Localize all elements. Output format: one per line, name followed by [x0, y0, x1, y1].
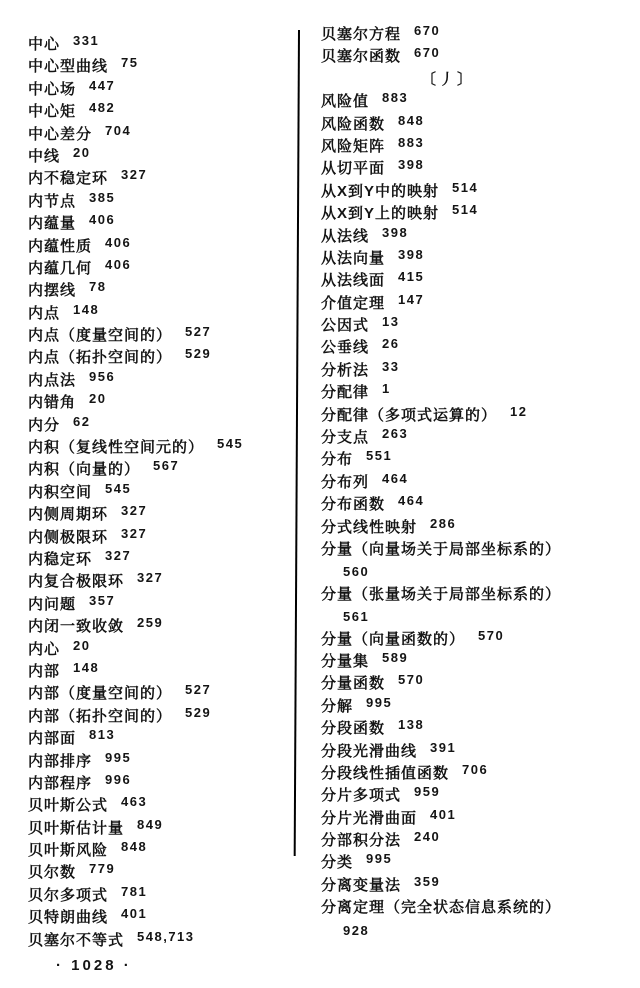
page-number: 331: [73, 33, 100, 48]
page-number: 589: [382, 649, 409, 665]
index-term: 中心场: [28, 80, 77, 98]
index-entry: [321, 517, 631, 539]
index-entry: [28, 191, 298, 213]
index-entry: [28, 706, 298, 728]
index-term: 贝塞尔不等式: [28, 931, 125, 949]
index-term: 分配律（多项式运算的）: [321, 406, 498, 424]
page-number: 849: [137, 816, 164, 832]
index-entry: [321, 427, 631, 449]
index-entry: [321, 472, 631, 494]
index-column-left: [28, 34, 298, 952]
index-term: 贝尔数: [28, 864, 77, 882]
index-term: 贝叶斯风险: [28, 842, 109, 860]
index-term: 内点（拓扑空间的）: [28, 349, 173, 367]
index-term: 内心: [28, 640, 61, 658]
index-term: 分段函数: [321, 720, 386, 738]
index-entry: [321, 114, 631, 136]
page-number: 327: [121, 525, 148, 541]
index-entry: [28, 818, 298, 840]
index-term: 内部（拓扑空间的）: [28, 707, 173, 725]
index-entry: [321, 315, 631, 337]
page-number: 996: [105, 771, 132, 787]
page-number: 62: [73, 413, 91, 429]
index-entry: [321, 494, 631, 516]
page-number: 20: [73, 637, 91, 653]
page-number: 570: [478, 627, 505, 643]
index-term: 内问题: [28, 595, 77, 613]
index-entry: [321, 248, 631, 270]
index-term: 中心矩: [28, 103, 77, 121]
page-number: 240: [414, 829, 441, 845]
index-term: 内侧周期环: [28, 506, 109, 524]
index-entry: [28, 236, 298, 258]
index-term: 内点: [28, 304, 61, 322]
index-entry: [28, 280, 298, 302]
index-entry: [321, 785, 631, 807]
page-number: 545: [217, 436, 244, 452]
index-entry: [28, 527, 298, 549]
page-number: 398: [398, 157, 425, 173]
index-term: 分离变量法: [321, 876, 402, 894]
index-entry: [28, 124, 298, 146]
index-entry: [321, 897, 631, 942]
index-term: 内部程序: [28, 774, 93, 792]
index-term: 贝叶斯估计量: [28, 819, 125, 837]
index-term: 分量（向量场关于局部坐标系的）: [321, 540, 562, 558]
index-term: 贝塞尔函数: [321, 48, 402, 66]
index-entry: [28, 34, 298, 56]
page-number: 26: [382, 336, 400, 352]
page-number: 527: [185, 324, 212, 340]
page-number: 20: [89, 391, 107, 407]
index-term: 分部积分法: [321, 832, 402, 850]
index-entry: [321, 763, 631, 785]
page-number: 995: [105, 749, 132, 765]
page-number: 560: [343, 564, 370, 580]
page-number: 545: [105, 480, 132, 496]
index-entry: [28, 370, 298, 392]
page-number: 670: [414, 45, 441, 61]
index-entry: [321, 718, 631, 740]
index-term: 风险值: [321, 93, 370, 111]
index-entry: [28, 683, 298, 705]
page-number: 529: [185, 346, 212, 362]
page-number: 148: [73, 301, 100, 317]
index-entry: [28, 661, 298, 683]
index-term: 内不稳定环: [28, 170, 109, 188]
page-number: 286: [430, 515, 457, 531]
page-number: 33: [382, 358, 400, 374]
index-entry: [28, 56, 298, 78]
index-entry: [28, 549, 298, 571]
page-number: 406: [105, 256, 132, 272]
index-entry: [28, 258, 298, 280]
index-term: 内蕴性质: [28, 237, 93, 255]
index-term: 内蕴量: [28, 215, 77, 233]
index-entry: [28, 616, 298, 638]
page-number: 514: [452, 179, 479, 195]
index-term: 分解: [321, 697, 354, 715]
index-entry: [28, 392, 298, 414]
index-entry: [321, 696, 631, 718]
index-entry: [28, 773, 298, 795]
index-entry: [321, 584, 631, 629]
page-number: 259: [137, 615, 164, 631]
page-number: 138: [398, 717, 425, 733]
index-entry: [321, 405, 631, 427]
page-number: 406: [89, 212, 116, 228]
index-entry: [321, 158, 631, 180]
index-term: 从X到Y上的映射: [321, 205, 440, 223]
index-term: 中心型曲线: [28, 58, 109, 76]
page-number: 327: [105, 547, 132, 563]
index-term: 分配律: [321, 384, 370, 402]
page-number: 813: [89, 727, 116, 743]
index-entry: [28, 437, 298, 459]
index-term: 从法线面: [321, 272, 386, 290]
index-entry: [28, 303, 298, 325]
page-number: 995: [366, 694, 393, 710]
page-number: 570: [398, 672, 425, 688]
index-entry: [28, 213, 298, 235]
index-term: 内积（向量的）: [28, 461, 141, 479]
index-term: 贝特朗曲线: [28, 909, 109, 927]
page-number: 401: [121, 906, 148, 922]
page-number: 327: [121, 167, 148, 183]
index-column-right: [321, 24, 631, 942]
page-number-footer: · 1028 ·: [56, 957, 132, 974]
index-entry: [28, 168, 298, 190]
page-number: 779: [89, 861, 116, 877]
index-entry: [28, 930, 298, 952]
page-number: 928: [343, 922, 370, 938]
page-number: 447: [89, 77, 116, 93]
page-number: 848: [121, 839, 148, 855]
page-number: 148: [73, 659, 100, 675]
index-entry: [28, 840, 298, 862]
index-term: 中线: [28, 147, 61, 165]
index-term: 分析法: [321, 361, 370, 379]
index-term: 分片光滑曲面: [321, 809, 418, 827]
page-number: 464: [382, 470, 409, 486]
page-number: 357: [89, 592, 116, 608]
index-term: 分布: [321, 451, 354, 469]
index-term: 内侧极限环: [28, 528, 109, 546]
page-number: 263: [382, 426, 409, 442]
index-term: 分类: [321, 854, 354, 872]
index-entry: [321, 808, 631, 830]
index-entry: [321, 539, 631, 584]
index-entry: [28, 347, 298, 369]
index-term: 从法向量: [321, 249, 386, 267]
radical-section-header: 〔丿〕: [421, 70, 476, 88]
index-term: 内部排序: [28, 752, 93, 770]
index-entry: [321, 875, 631, 897]
page-number: 883: [382, 90, 409, 106]
index-term: 风险矩阵: [321, 137, 386, 155]
page-number: 75: [121, 55, 139, 71]
page-number: 883: [398, 134, 425, 150]
page-number: 551: [366, 448, 393, 464]
index-term: 分量（向量函数的）: [321, 630, 466, 648]
index-entry: [321, 629, 631, 651]
index-term: 内摆线: [28, 282, 77, 300]
index-term: 内蕴几何: [28, 259, 93, 277]
index-term: 中心: [28, 36, 61, 53]
index-entry: [28, 415, 298, 437]
index-term: 中心差分: [28, 125, 93, 143]
index-entry: [28, 482, 298, 504]
index-entry: [28, 907, 298, 929]
index-term: 内部: [28, 662, 61, 680]
page-number: 670: [414, 23, 441, 38]
page-number: 391: [430, 739, 457, 755]
index-term: 贝叶斯公式: [28, 797, 109, 815]
index-entry: [28, 571, 298, 593]
index-term: 分片多项式: [321, 787, 402, 805]
index-term: 内积空间: [28, 483, 93, 501]
index-entry: [321, 91, 631, 113]
index-term: 分支点: [321, 429, 370, 447]
page-number: 12: [510, 403, 528, 419]
index-term: 内部面: [28, 730, 77, 748]
page-number: 848: [398, 112, 425, 128]
index-term: 内点（度量空间的）: [28, 327, 173, 345]
index-entry: [28, 325, 298, 347]
index-term: 从切平面: [321, 160, 386, 178]
page-number: 78: [89, 279, 107, 295]
page-number: 147: [398, 291, 425, 307]
index-term: 介值定理: [321, 294, 386, 312]
page-number: 959: [414, 784, 441, 800]
index-term: 公垂线: [321, 339, 370, 357]
index-entry: [28, 146, 298, 168]
index-term: 贝尔多项式: [28, 886, 109, 904]
page-number: 464: [398, 493, 425, 509]
page-number: 482: [89, 100, 116, 116]
index-entry: [321, 673, 631, 695]
index-entry: [321, 226, 631, 248]
index-term: 内点法: [28, 371, 77, 389]
index-entry: [28, 79, 298, 101]
page-number: 956: [89, 368, 116, 384]
index-term: 分离定理（完全状态信息系统的）: [321, 899, 562, 917]
index-term: 风险函数: [321, 115, 386, 133]
index-entry: [28, 504, 298, 526]
index-entry: [28, 751, 298, 773]
page-number: 463: [121, 794, 148, 810]
index-term: 内复合极限环: [28, 573, 125, 591]
page-number: 781: [121, 883, 148, 899]
page-number: 385: [89, 189, 116, 205]
index-entry: [321, 830, 631, 852]
index-entry: [321, 181, 631, 203]
index-term: 内闭一致收敛: [28, 618, 125, 636]
index-entry: [28, 639, 298, 661]
index-term: 分布列: [321, 473, 370, 491]
index-entry: [321, 270, 631, 292]
index-term: 从法线: [321, 227, 370, 245]
index-term: 内错角: [28, 394, 77, 412]
index-entry: [321, 852, 631, 874]
page-number: 995: [366, 851, 393, 867]
page-number: 527: [185, 682, 212, 698]
page-number: 406: [105, 234, 132, 250]
index-entry: [321, 337, 631, 359]
index-term: 内节点: [28, 192, 77, 210]
index-term: 内稳定环: [28, 550, 93, 568]
index-entry: [321, 24, 631, 46]
index-term: 分量函数: [321, 675, 386, 693]
page-number: 13: [382, 314, 400, 330]
index-entry: [28, 795, 298, 817]
page-number: 327: [121, 503, 148, 519]
page-number: 401: [430, 806, 457, 822]
page-number: 1: [382, 381, 391, 397]
page-number: 359: [414, 873, 441, 889]
index-entry: [321, 651, 631, 673]
index-entry: [28, 101, 298, 123]
index-term: 从X到Y中的映射: [321, 182, 440, 200]
page-number: 514: [452, 202, 479, 218]
index-entry: [321, 741, 631, 763]
page-number: 567: [153, 458, 180, 474]
index-term: 分段线性插值函数: [321, 764, 450, 782]
index-term: 分量集: [321, 652, 370, 670]
index-entry: [321, 449, 631, 471]
index-entry: [28, 728, 298, 750]
page-number: 548,713: [137, 928, 195, 944]
page-number: 398: [382, 224, 409, 240]
index-entry: [28, 885, 298, 907]
index-entry: [28, 862, 298, 884]
index-entry: [321, 203, 631, 225]
index-term: 分式线性映射: [321, 518, 418, 536]
index-term: 分布函数: [321, 496, 386, 514]
index-entry: [28, 459, 298, 481]
page-number: 706: [462, 761, 489, 777]
index-term: 分量（张量场关于局部坐标系的）: [321, 585, 562, 603]
index-term: 贝塞尔方程: [321, 26, 402, 43]
index-term: 分段光滑曲线: [321, 742, 418, 760]
index-term: 内积（复线性空间元的）: [28, 439, 205, 457]
index-entry: [321, 382, 631, 404]
page-number: 327: [137, 570, 164, 586]
index-entry: [321, 293, 631, 315]
page-number: 704: [105, 122, 132, 138]
index-term: 公因式: [321, 317, 370, 335]
page-number: 561: [343, 609, 370, 625]
page-number: 415: [398, 269, 425, 285]
index-entry: [321, 360, 631, 382]
index-entry: [321, 46, 631, 68]
page-number: 398: [398, 246, 425, 262]
page-number: 20: [73, 144, 91, 160]
index-term: 内部（度量空间的）: [28, 685, 173, 703]
index-term: 内分: [28, 416, 61, 434]
page-number: 529: [185, 704, 212, 720]
index-entry: [321, 136, 631, 158]
index-entry: [28, 594, 298, 616]
